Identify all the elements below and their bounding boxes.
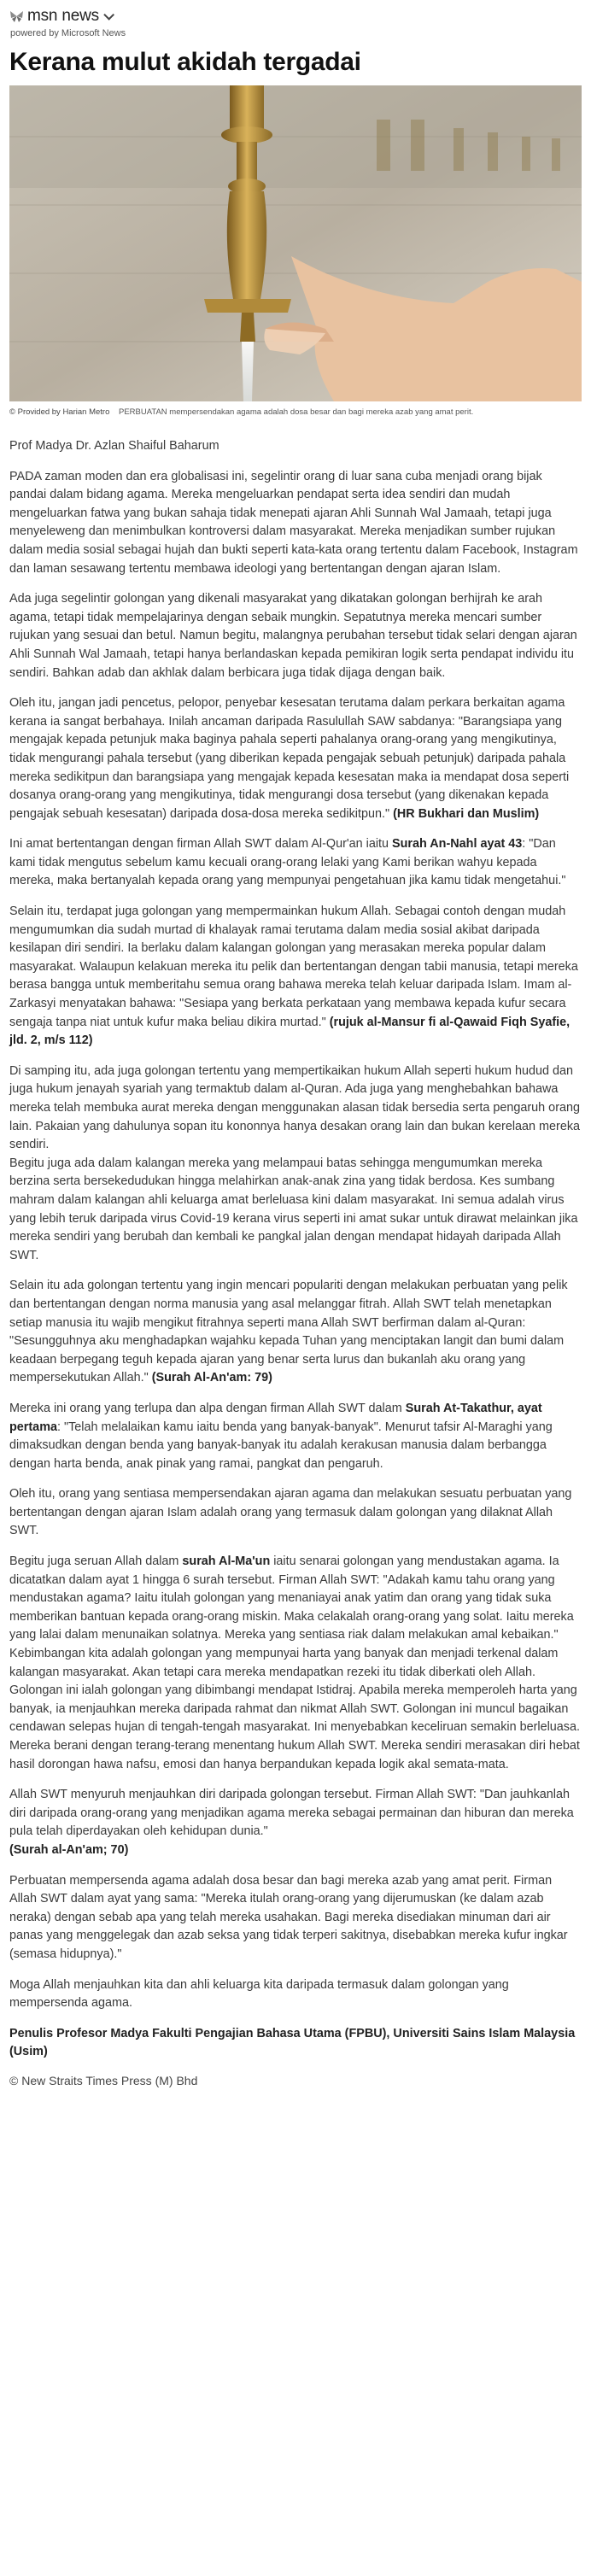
paragraph-10: Oleh itu, orang yang sentiasa mempersendakan ajaran agama dan melakukan sesuatu perbuatan yang bertentangan dengan ajaran Islam adalah orang yang termasuk dalam golongan yang dilaknat Allah SWT. [9, 1487, 572, 1538]
article-title: Kerana mulut akidah tergadai [9, 48, 361, 76]
paragraph-14: Perbuatan mempersenda agama adalah dosa besar dan bagi mereka azab yang amat perit. Firman Allah SWT dalam ayat yang sama: "Mereka itulah orang-orang yang dijerumuskan (ke dalam azab neraka) dengan sebab apa yang telah mereka usahakan. Bagi mereka disediakan minuman dari air panas yang menggelegak dan azab seksa yang tidak terperi sakitnya, disebabkan mereka kufur ingkar (semasa hidupnya)." [9, 1873, 568, 1961]
chevron-down-icon[interactable] [103, 9, 114, 20]
paragraph-11: Begitu juga seruan Allah dalam surah Al-Ma'un iaitu senarai golongan yang mendustakan agama. Ia dicatatkan dalam ayat 1 hingga 6 surah tersebut. Firman Allah SWT: "Adakah kamu tahu orang yang mendustakan agama? Iaitu itulah golongan yang menaniayai anak yatim dan orang yang tidak suka memberikan bantuan kepada orang-orang miskin. Maka celakalah orang-orang yang solat. Iaitu mereka yang lalai dalam menunaikan solatnya. Mereka yang sentiasa riak dalam melakukan amal kebaikan." [9, 1554, 574, 1642]
book-reference: (rujuk al-Mansur fi al-Qawaid Fiqh Syafie, jld. 2, m/s 112) [9, 1015, 571, 1048]
quran-reference: (Surah Al-An'am: 79) [151, 1371, 272, 1385]
hadith-reference: (HR Bukhari dan Muslim) [393, 806, 540, 821]
author-bio: Penulis Profesor Madya Fakulti Pengajian Bahasa Utama (FPBU), Universiti Sains Islam Malaysia (Usim) [9, 2026, 576, 2059]
paragraph-1: PADA zaman moden dan era globalisasi ini, segelintir orang di luar sana cuba menjadi orang bijak pandai dalam bidang agama. Mereka mengeluarkan pendapat serta idea sendiri dan mudah mengeluarkan fatwa yang bukan sahaja tidak menepati ajaran Ahli Sunnah Wal Jamaah, tetapi juga menyeleweng dan menimbulkan kontroversi dalam masyarakat. Mereka menjadikan sumber rujukan dalam media sosial sebagai hujah dan bukti seperti kata-kata orang tertentu dalam Facebook, Instagram dan laman sesawang tertentu membawa ideologi yang bertentangan dengan ajaran Islam. [9, 469, 578, 576]
paragraph-3: Oleh itu, jangan jadi pencetus, pelopor, penyebar kesesatan terutama dalam perkara berkaitan agama kerana ia sangat berbahaya. Inilah ancaman daripada Rasulullah SAW sabdanya: "Barangsiapa yang mengajak kepada petunjuk maka baginya pahala seperti pahalanya orang-orang yang mengikutinya, tidak mengurangi pahala tersebut (yang diberikan kepada pengajak sebuah petunjuk) daripada pahala mereka sedikitpun dan barangsiapa yang mengajak kepada kesesatan maka ia mendapat dosa seperti dosanya orang-orang yang mengikutinya, tidak mengurangi dosa tersebut (yang dikenakan kepada pengajak sebuah kesesatan) daripada dosa-dosa mereka sedikitpun." (HR Bukhari dan Muslim) [9, 696, 570, 821]
paragraph-2: Ada juga segelintir golongan yang dikenali masyarakat yang dikatakan golongan berhijrah ke arah agama, tetapi tidak mempelajarinya dengan sebaik mungkin. Sepatutnya mereka mencari sumber rujukan yang sesuai dan betul. Namun begitu, malangnya perubahan tersebut tidak selari dengan ajaran Ahli Sunnah Wal Jamaah, tetapi hanya berlandaskan kepada pemikiran logik serta pendapat individu itu sendiri. Bahkan adab dan akhlak dalam berbicara juga tidak dijaga dengan baik. [9, 592, 577, 680]
image-caption-text: PERBUATAN mempersendakan agama adalah dosa besar dan bagi mereka azab yang amat perit. [119, 407, 474, 417]
paragraph-7: Begitu juga ada dalam kalangan mereka yang melampaui batas sehingga mengumumkan mereka berzina serta bersekedudukan hingga melahirkan anak-anak zina yang tidak berdosa. Kes sumbang mahram dalam kalangan ahli keluarga amat berleluasa kini dalam masyarakat. Ini semua adalah virus yang lebih teruk daripada virus Covid-19 kerana virus seperti ini amat sukar untuk dirawat melainkan jika mereka sendiri yang berubah dan kembali ke pangkal jalan dengan mendapat hidayah daripada Allah SWT. [9, 1156, 578, 1262]
paragraph-5: Selain itu, terdapat juga golongan yang mempermainkan hukum Allah. Sebagai contoh dengan mudah mengumumkan dia sudah murtad di khalayak ramai terutama dalam media sosial akibat daripada kesilapan diri sendiri. Ia berlaku dalam kalangan golongan yang merasakan mereka popular dalam masyarakat. Walaupun kelakuan mereka itu pelik dan bertentangan dengan tabii manusia, tetapi mereka berasa bangga untuk memberitahu semua orang bahawa mereka telah keluar daripada Islam. Imam al-Zarkasyi menyatakan bahawa: "Sesiapa yang berkata perkataan yang membawa kepada kufur secara sengaja tanpa niat untuk kufur maka beliau dikira murtad." (rujuk al-Mansur fi al-Qawaid Fiqh Syafie, jld. 2, m/s 112) [9, 905, 578, 1048]
quran-reference: (Surah al-An'am; 70) [9, 1842, 129, 1857]
paragraph-8: Selain itu ada golongan tertentu yang ingin mencari populariti dengan melakukan perbuatan yang pelik dan bertentangan dengan norma manusia yang asal melanggar fitrah. Allah SWT telah menetapkan setiap manusia itu wajib mengikut fitrahnya seperti mana Allah SWT berfirman dalam al-Quran: "Sesungguhnya aku menghadapkan wajahku kepada Tuhan yang menciptakan langit dan bumi dalam keadaan berpegang teguh kepada ajaran yang benar serta lurus dan bukanlah aku orang yang mempersekutukan Allah." (Surah Al-An'am: 79) [9, 1279, 568, 1385]
powered-by-text: powered by Microsoft News [10, 28, 126, 38]
image-caption [9, 407, 582, 418]
msn-butterfly-icon [9, 10, 24, 23]
paragraph-12: Kebimbangan kita adalah golongan yang mempunyai harta yang banyak dan menjadi terkenal dalam kalangan masyarakat. Akan tetapi cara mereka mendapatkan rezeki itu tidak diberkati oleh Allah. Golongan ini ialah golongan yang dibimbangi mendapat Istidraj. Apabila mereka memperoleh harta yang banyak, ia menjauhkan mereka daripada rahmat dan nikmat Allah SWT. Golongan ini muncul bagaikan cendawan selepas hujan di tengah-tengah masyarakat. Ini menyebabkan keceliruan semakin berleluasa. Mereka berani dengan terang-terang menentang hukum Allah SWT. Mereka sendiri merasakan diri hebat hasil dorongan hawa nafsu, emosi dan hanya berpandukan kepada logik akal semata-mata. [9, 1647, 580, 1771]
quran-reference: surah Al-Ma'un [182, 1554, 271, 1569]
image-credit: © Provided by Harian Metro [9, 407, 110, 417]
brand-name: msn news [27, 7, 99, 25]
quran-reference: Surah At-Takathur, ayat pertama [9, 1401, 542, 1434]
author-line: Prof Madya Dr. Azlan Shaiful Baharum [9, 439, 219, 453]
paragraph-6: Di samping itu, ada juga golongan tertentu yang mempertikaikan hukum Allah seperti hukum hudud dan juga hukum jenayah syariah yang termaktub dalam al-Quran. Ada juga yang menghebahkan bahawa mereka telah membuka aurat mereka dengan menggunakan alasan tidak bersedia serta pengaruh orang lain. Pakaian yang dahulunya sopan itu kononnya hanya desakan orang lain dan bukan kerelaan mereka sendiri. [9, 1063, 581, 1152]
paragraph-13: Allah SWT menyuruh menjauhkan diri daripada golongan tersebut. Firman Allah SWT: "Dan jauhkanlah diri daripada orang-orang yang menjadikan agama mereka sebagai permainan dan hiburan dan mereka pula telah diperdayakan oleh kehidupan dunia." (Surah al-An'am; 70) [9, 1788, 574, 1857]
copyright-notice: © New Straits Times Press (M) Bhd [9, 2073, 198, 2087]
article-hero-image [9, 85, 582, 401]
quran-reference: Surah An-Nahl ayat 43 [392, 837, 523, 852]
article-body [9, 437, 582, 2062]
paragraph-9: Mereka ini orang yang terlupa dan alpa dengan firman Allah SWT dalam Surah At-Takathur, ayat pertama: "Telah melalaikan kamu iaitu benda yang banyak-banyak". Menurut tafsir Al-Maraghi yang dimaksudkan dengan benda yang banyak-banyak itu adalah kerakusan manusia dalam berbangga dengan harta benda, anak pinak yang ramai, pangkat dan pengaruh. [9, 1401, 553, 1471]
paragraph-15: Moga Allah menjauhkan kita dan ahli keluarga kita daripada termasuk dalam golongan yang mempersenda agama. [9, 1977, 509, 2011]
paragraph-4: Ini amat bertentangan dengan firman Allah SWT dalam Al-Qur'an iaitu Surah An-Nahl ayat 43: "Dan kami tidak mengutus sebelum kamu kecuali orang-orang lelaki yang Kami berikan wahyu kepada mereka, maka bertanyalah kepada orang yang mempunyai pengetahuan jika kamu tidak mengetahui." [9, 837, 566, 888]
msn-news-header[interactable] [9, 7, 582, 26]
